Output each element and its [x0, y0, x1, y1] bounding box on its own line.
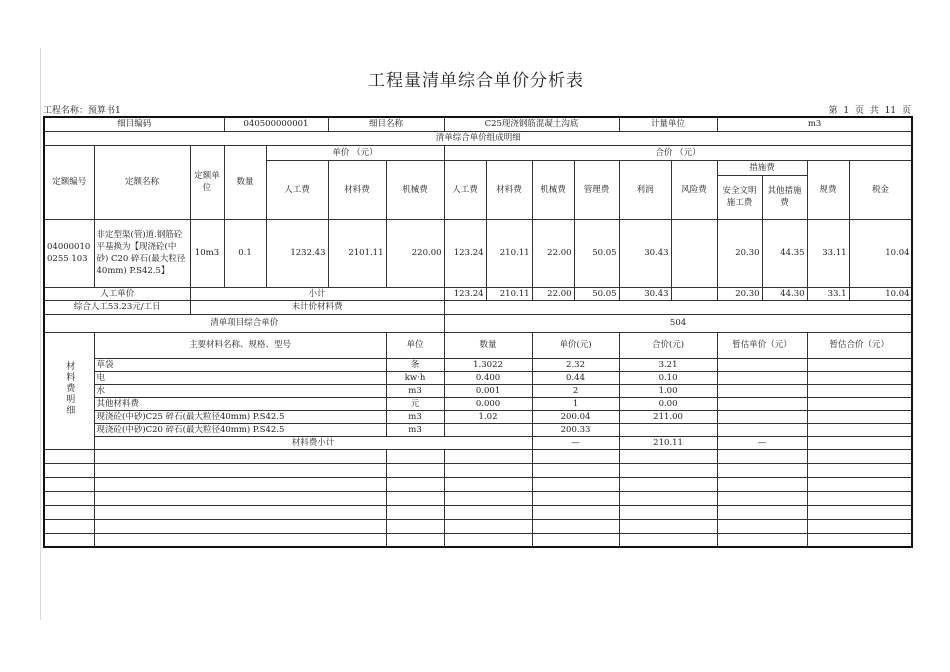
item-quantity: 0.1: [224, 219, 266, 287]
material-unit: kw·h: [386, 371, 444, 384]
material-price: 200.04: [532, 410, 619, 423]
sub-t-labor: 123.24: [444, 287, 486, 300]
col-t-labor: 人工费: [444, 160, 486, 219]
material-subtotal-label: 材料费小计: [94, 436, 532, 449]
col-t-profit: 利润: [619, 160, 671, 219]
page-number: 第 1 页 共 11 页: [828, 106, 911, 116]
col-u-labor: 人工费: [266, 160, 328, 219]
unpriced-material-label: 未计价材料费: [190, 300, 444, 314]
material-subtotal-total: 210.11: [619, 436, 717, 449]
project-name: 工程名称：预算书1: [43, 106, 121, 116]
material-row: [44, 384, 912, 397]
name-value: C25现浇钢筋混凝土沟底: [444, 117, 619, 131]
col-quota-name: 定额名称: [94, 145, 190, 219]
composite-price-row: [44, 314, 912, 332]
section-title-row: [44, 131, 912, 145]
material-name: 水: [94, 384, 386, 397]
col-t-other: 其他措施费: [762, 175, 807, 219]
col-t-safety: 安全文明施工费: [717, 175, 762, 219]
col-u-machine: 机械费: [386, 160, 444, 219]
material-est-total: [807, 410, 912, 423]
material-qty: 0.001: [444, 384, 532, 397]
col-t-risk: 风险费: [671, 160, 717, 219]
mat-col-est-unit: 暂估单价（元）: [717, 332, 807, 358]
mat-col-unit: 单位: [386, 332, 444, 358]
material-est-unit: [717, 371, 807, 384]
item-t-management: 50.05: [574, 219, 619, 287]
item-t-risk: [671, 219, 717, 287]
sub-t-fees: 33.1: [807, 287, 849, 300]
sub-t-other: 44.30: [762, 287, 807, 300]
sub-t-profit: 30.43: [619, 287, 671, 300]
material-row: [44, 371, 912, 384]
material-est-unit: [717, 397, 807, 410]
material-qty: 1.3022: [444, 358, 532, 371]
material-est-total: [807, 358, 912, 371]
material-qty: [444, 423, 532, 436]
material-est-unit: [717, 384, 807, 397]
material-total: 0.10: [619, 371, 717, 384]
mat-col-total: 合价(元): [619, 332, 717, 358]
col-total-price-group: 合价 （元）: [444, 145, 912, 160]
col-quota-code: 定额编号: [44, 145, 94, 219]
material-est-unit: [717, 358, 807, 371]
material-row: [44, 358, 912, 371]
subtotal-row: [44, 287, 912, 300]
col-t-machine: 机械费: [532, 160, 574, 219]
material-total: 211.00: [619, 410, 717, 423]
col-u-material: 材料费: [328, 160, 386, 219]
material-est-unit: [717, 410, 807, 423]
unit-label: 计量单位: [619, 117, 717, 131]
item-t-machine: 22.00: [532, 219, 574, 287]
material-name: 草袋: [94, 358, 386, 371]
material-est-total: [807, 423, 912, 436]
material-total: 3.21: [619, 358, 717, 371]
material-side-text: 材料费明细: [64, 361, 75, 416]
item-unit: 10m3: [190, 219, 224, 287]
col-measures-group: 措施费: [717, 160, 807, 175]
material-price: 0.44: [532, 371, 619, 384]
col-quota-unit: 定额单位: [190, 145, 224, 219]
name-label: 细目名称: [328, 117, 444, 131]
material-qty: 0.000: [444, 397, 532, 410]
material-name: 电: [94, 371, 386, 384]
item-t-material: 210.11: [486, 219, 532, 287]
sub-t-machine: 22.00: [532, 287, 574, 300]
item-t-other: 44.35: [762, 219, 807, 287]
material-est-unit: [717, 423, 807, 436]
col-quantity: 数量: [224, 145, 266, 219]
header-row: [44, 117, 912, 131]
mat-col-qty: 数量: [444, 332, 532, 358]
material-name: 现浇砼(中砂)C20 碎石(最大粒径40mm) P.S42.5: [94, 423, 386, 436]
material-unit: 元: [386, 397, 444, 410]
item-t-profit: 30.43: [619, 219, 671, 287]
blank-row: [44, 505, 912, 519]
blank-row: [44, 519, 912, 533]
material-qty: 1.02: [444, 410, 532, 423]
sub-t-risk: [671, 287, 717, 300]
sub-t-management: 50.05: [574, 287, 619, 300]
material-price: 2: [532, 384, 619, 397]
material-subtotal-row: [44, 436, 912, 449]
mat-col-est-total: 暂估合价（元）: [807, 332, 912, 358]
mat-col-name: 主要材料名称、规格、型号: [94, 332, 386, 358]
sub-t-material: 210.11: [486, 287, 532, 300]
material-subtotal-price: —: [532, 436, 619, 449]
material-subtotal-est-unit: —: [717, 436, 807, 449]
item-u-labor: 1232.43: [266, 219, 328, 287]
sub-t-tax: 10.04: [849, 287, 912, 300]
column-header-row-1: [44, 145, 912, 160]
labor-rate-row: [44, 300, 912, 314]
code-label: 细目编码: [44, 117, 224, 131]
material-row: [44, 397, 912, 410]
material-unit: m3: [386, 423, 444, 436]
labor-price-label: 人工单价: [44, 287, 190, 300]
material-unit: 条: [386, 358, 444, 371]
item-t-labor: 123.24: [444, 219, 486, 287]
material-subtotal-est-total: [807, 436, 912, 449]
material-qty: 0.400: [444, 371, 532, 384]
item-t-safety: 20.30: [717, 219, 762, 287]
material-est-total: [807, 371, 912, 384]
blank-row: [44, 491, 912, 505]
material-row: [44, 423, 912, 436]
material-est-total: [807, 397, 912, 410]
blank-row: [44, 477, 912, 491]
section-title: 清单综合单价组成明细: [44, 131, 912, 145]
material-total: [619, 423, 717, 436]
item-name: 非定型渠(管)道.钢筋砼平基换为【现浇砼(中砂) C20 碎石(最大粒径40mm) P.S42.5】: [94, 219, 190, 287]
blank-row: [44, 463, 912, 477]
item-u-material: 2101.11: [328, 219, 386, 287]
analysis-table: [43, 116, 913, 548]
unpriced-material-value: [444, 300, 912, 314]
material-side-label: [44, 332, 94, 449]
page-title: 工程量清单综合单价分析表: [368, 71, 584, 91]
material-row: [44, 410, 912, 423]
labor-rate: 综合人工53.23元/工日: [44, 300, 190, 314]
item-t-tax: 10.04: [849, 219, 912, 287]
composite-value: 504: [444, 314, 912, 332]
unit-value: m3: [717, 117, 912, 131]
subtotal-label: 小计: [190, 287, 444, 300]
material-est-total: [807, 384, 912, 397]
material-total: 1.00: [619, 384, 717, 397]
col-t-fees: 规费: [807, 160, 849, 219]
col-t-management: 管理费: [574, 160, 619, 219]
material-name: 其他材料费: [94, 397, 386, 410]
col-t-material: 材料费: [486, 160, 532, 219]
blank-row: [44, 533, 912, 547]
material-unit: m3: [386, 410, 444, 423]
material-unit: m3: [386, 384, 444, 397]
report-sheet: [40, 48, 911, 620]
material-price: 1: [532, 397, 619, 410]
material-price: 200.33: [532, 423, 619, 436]
material-header-row: [44, 332, 912, 358]
blank-row: [44, 449, 912, 463]
mat-col-price: 单价(元): [532, 332, 619, 358]
item-u-machine: 220.00: [386, 219, 444, 287]
col-unit-price-group: 单价 （元）: [266, 145, 444, 160]
material-name: 现浇砼(中砂)C25 碎石(最大粒径40mm) P.S42.5: [94, 410, 386, 423]
item-code: 04000010 0255 103: [44, 219, 94, 287]
material-total: 0.00: [619, 397, 717, 410]
col-t-tax: 税金: [849, 160, 912, 219]
sub-t-safety: 20.30: [717, 287, 762, 300]
composite-label: 清单项目综合单价: [44, 314, 444, 332]
code-value: 040500000001: [224, 117, 328, 131]
material-price: 2.32: [532, 358, 619, 371]
item-t-fees: 33.11: [807, 219, 849, 287]
quota-item-row: [44, 219, 912, 287]
